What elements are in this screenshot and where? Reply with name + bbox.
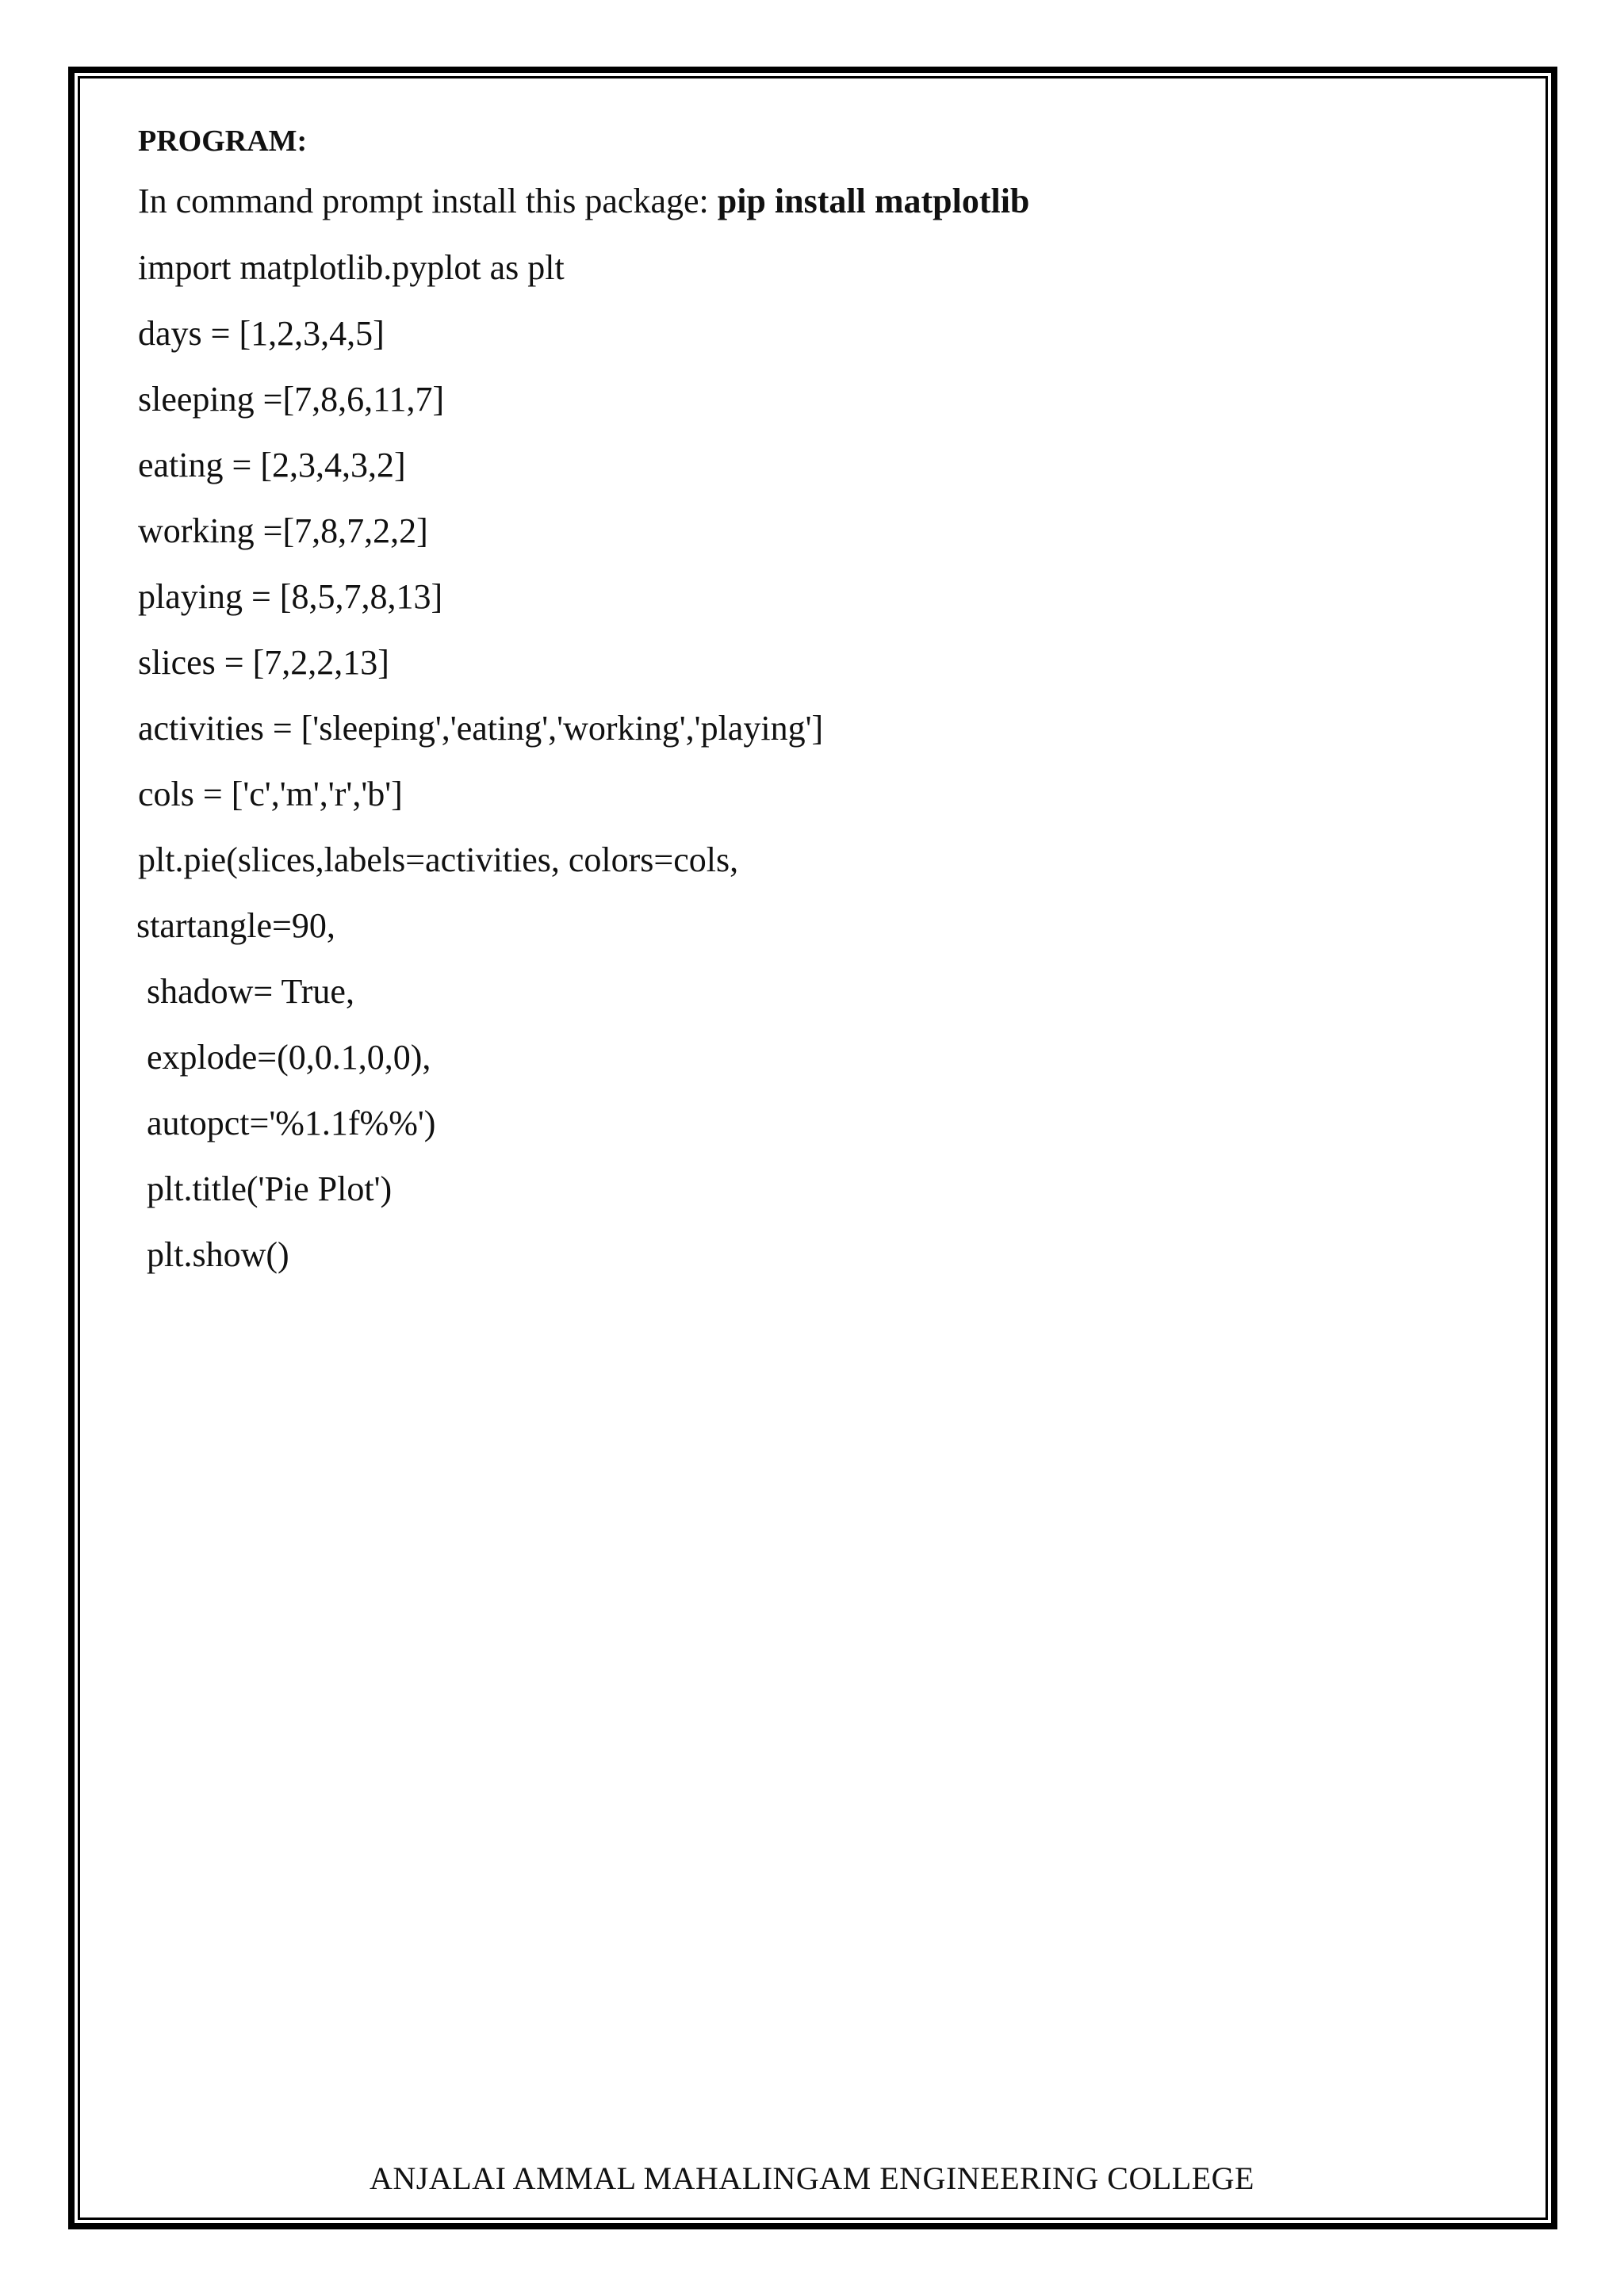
code-line: playing = [8,5,7,8,13]	[138, 577, 443, 616]
code-line: plt.title('Pie Plot')	[138, 1169, 393, 1208]
college-footer: ANJALAI AMMAL MAHALINGAM ENGINEERING COLLEGE	[370, 2160, 1254, 2196]
install-instruction-text: In command prompt install this package:	[138, 182, 718, 220]
code-line: plt.show()	[138, 1235, 289, 1274]
code-line: days = [1,2,3,4,5]	[138, 314, 385, 353]
code-line: cols = ['c','m','r','b']	[138, 775, 403, 813]
code-line: plt.pie(slices,labels=activities, colors=cols,	[138, 840, 739, 879]
code-line: sleeping =[7,8,6,11,7]	[138, 380, 445, 419]
program-heading: PROGRAM:	[138, 124, 308, 158]
code-line: working =[7,8,7,2,2]	[138, 511, 428, 550]
install-instruction	[138, 178, 1029, 225]
code-line: autopct='%1.1f%%')	[138, 1104, 436, 1142]
code-line: eating = [2,3,4,3,2]	[138, 446, 406, 484]
code-line: shadow= True,	[138, 972, 354, 1011]
install-command: pip install matplotlib	[717, 182, 1030, 220]
code-line: import matplotlib.pyplot as plt	[138, 248, 565, 287]
code-line: startangle=90,	[136, 906, 335, 945]
code-line: activities = ['sleeping','eating','working','playing']	[138, 709, 824, 748]
code-line: explode=(0,0.1,0,0),	[138, 1038, 431, 1077]
code-line: slices = [7,2,2,13]	[138, 643, 389, 682]
